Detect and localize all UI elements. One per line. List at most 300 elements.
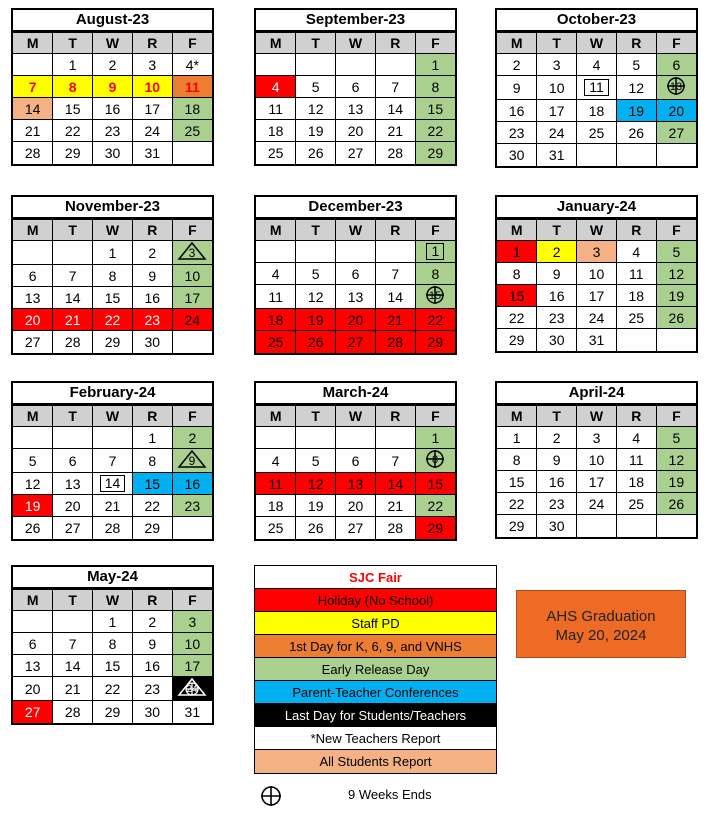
weekday-header: R [375, 33, 415, 54]
day-cell [616, 144, 656, 166]
day-cell: 9 [132, 633, 172, 655]
day-cell: 2 [132, 611, 172, 633]
weekday-header: M [497, 220, 537, 241]
legend-new-teachers: *New Teachers Report [255, 727, 496, 750]
weekday-header: W [93, 406, 133, 427]
day-cell: 26 [296, 331, 336, 353]
weekday-header: T [296, 220, 336, 241]
day-cell: 3 [537, 54, 577, 76]
day-cell: 25 [616, 493, 656, 515]
calendar-september-23 [254, 8, 457, 166]
day-cell: 17 [172, 655, 212, 677]
day-cell: 20 [656, 100, 696, 122]
day-cell: 8 [93, 265, 133, 287]
day-cell [616, 329, 656, 351]
day-cell: 12 [296, 285, 336, 309]
day-cell: 12 [296, 473, 336, 495]
day-cell: 13 [336, 285, 376, 309]
day-cell: 10 [537, 76, 577, 100]
month-title: August-23 [13, 10, 212, 32]
day-cell: 29 [497, 329, 537, 351]
day-cell: 29 [132, 517, 172, 539]
day-cell: 13 [336, 473, 376, 495]
day-cell [256, 427, 296, 449]
day-cell: 10 [132, 76, 172, 98]
weekday-header: T [53, 33, 93, 54]
day-cell: 17 [172, 287, 212, 309]
day-cell: 5 [616, 54, 656, 76]
day-cell: 27 [336, 517, 376, 539]
day-cell: 30 [132, 331, 172, 353]
day-cell: 19 [13, 495, 53, 517]
day-cell: 24 [132, 120, 172, 142]
day-cell: 3 [172, 611, 212, 633]
day-cell: 22 [53, 120, 93, 142]
month-grid [13, 219, 212, 353]
day-cell: 16 [93, 98, 133, 120]
day-cell: 7 [375, 263, 415, 285]
weekday-header: F [656, 406, 696, 427]
day-cell: 24 [172, 309, 212, 331]
day-cell: 21 [375, 495, 415, 517]
day-cell: 31 [132, 142, 172, 164]
month-title: September-23 [256, 10, 455, 32]
day-cell: 11 [616, 449, 656, 471]
day-cell: 25 [172, 120, 212, 142]
day-cell [53, 427, 93, 449]
day-cell: 15 [53, 98, 93, 120]
day-cell: 21 [93, 495, 133, 517]
day-cell: 21 [375, 309, 415, 331]
graduation-box [516, 590, 686, 658]
month-grid [256, 32, 455, 164]
weekday-header: T [296, 33, 336, 54]
legend-early-release: Early Release Day [255, 658, 496, 681]
day-cell: 30 [497, 144, 537, 166]
day-cell: 16 [132, 287, 172, 309]
weekday-header: T [53, 220, 93, 241]
day-cell: 20 [336, 495, 376, 517]
weekday-header: W [577, 220, 617, 241]
weekday-header: R [616, 33, 656, 54]
weekday-header: W [577, 33, 617, 54]
day-cell [256, 241, 296, 263]
legend-holiday: Holiday (No School) [255, 589, 496, 612]
day-cell: 6 [53, 449, 93, 473]
weekday-header: R [375, 220, 415, 241]
day-cell: 29 [497, 515, 537, 537]
day-cell: 13 [53, 473, 93, 495]
day-cell [53, 241, 93, 265]
month-title: November-23 [13, 197, 212, 219]
day-cell: 6 [656, 54, 696, 76]
day-cell [375, 54, 415, 76]
day-cell: 11 [256, 285, 296, 309]
calendar-august-23 [11, 8, 214, 166]
weekday-header: F [656, 220, 696, 241]
month-grid [13, 32, 212, 164]
day-cell: 20 [336, 309, 376, 331]
day-cell: 2 [93, 54, 133, 76]
legend-last-day: Last Day for Students/Teachers [255, 704, 496, 727]
svg-text:9: 9 [189, 454, 196, 468]
weekday-header: W [336, 33, 376, 54]
day-cell [336, 427, 376, 449]
weekday-header: W [93, 590, 133, 611]
day-cell: 15 [132, 473, 172, 495]
weekday-header: R [616, 406, 656, 427]
day-cell [296, 427, 336, 449]
ptc-box-marker: 11 [584, 79, 609, 96]
day-cell: 19 [616, 100, 656, 122]
day-cell: 13 [336, 98, 376, 120]
day-cell: 7 [53, 633, 93, 655]
day-cell: 4* [172, 54, 212, 76]
day-cell: 30 [537, 329, 577, 351]
day-cell: 26 [656, 307, 696, 329]
day-cell: 31 [537, 144, 577, 166]
day-cell: 5 [296, 76, 336, 98]
weekday-header: M [256, 406, 296, 427]
weekday-header: W [336, 220, 376, 241]
day-cell [336, 54, 376, 76]
day-cell: 1 [53, 54, 93, 76]
month-grid [497, 219, 696, 351]
calendar-february-24 [11, 381, 214, 541]
day-cell: 13 [13, 287, 53, 309]
day-cell: 4 [256, 76, 296, 98]
day-cell: 29 [415, 517, 455, 539]
day-cell: 17 [577, 285, 617, 307]
legend-staff-pd: Staff PD [255, 612, 496, 635]
day-cell: 9 [497, 76, 537, 100]
day-cell: 19 [656, 285, 696, 307]
day-cell [577, 76, 617, 100]
weekday-header: T [53, 406, 93, 427]
day-cell: 20 [336, 120, 376, 142]
day-cell [616, 515, 656, 537]
day-cell: 26 [296, 517, 336, 539]
nine-weeks-icon [424, 285, 446, 308]
month-title: March-24 [256, 383, 455, 405]
day-cell [172, 142, 212, 164]
day-cell: 28 [13, 142, 53, 164]
weekday-header: M [256, 220, 296, 241]
day-cell: 14 [375, 473, 415, 495]
day-cell: 30 [537, 515, 577, 537]
day-cell: 29 [53, 142, 93, 164]
day-cell [13, 54, 53, 76]
day-cell [375, 241, 415, 263]
day-cell [93, 427, 133, 449]
day-cell: 27 [13, 701, 53, 723]
day-cell [656, 329, 696, 351]
month-grid [13, 589, 212, 723]
graduation-date: May 20, 2024 [555, 627, 647, 644]
day-cell: 20 [53, 495, 93, 517]
weekday-header: F [415, 33, 455, 54]
day-cell [336, 241, 376, 263]
month-title: April-24 [497, 383, 696, 405]
day-cell: 19 [296, 120, 336, 142]
day-cell [172, 449, 212, 473]
day-cell: 21 [13, 120, 53, 142]
weekday-header: T [537, 220, 577, 241]
svg-text:13: 13 [670, 81, 683, 93]
day-cell: 8 [53, 76, 93, 98]
day-cell: 12 [13, 473, 53, 495]
weekday-header: F [172, 220, 212, 241]
day-cell: 16 [537, 471, 577, 493]
day-cell: 29 [93, 701, 133, 723]
day-cell: 6 [13, 633, 53, 655]
weekday-header: W [336, 406, 376, 427]
day-cell: 28 [375, 517, 415, 539]
box-marker: 14 [100, 475, 126, 492]
day-cell: 3 [577, 427, 617, 449]
day-cell: 16 [172, 473, 212, 495]
day-cell [577, 515, 617, 537]
day-cell: 17 [537, 100, 577, 122]
day-cell: 15 [497, 285, 537, 307]
day-cell: 23 [172, 495, 212, 517]
day-cell: 26 [656, 493, 696, 515]
weekday-header: M [497, 406, 537, 427]
day-cell: 2 [132, 241, 172, 265]
day-cell: 25 [256, 331, 296, 353]
day-cell: 10 [577, 449, 617, 471]
day-cell: 25 [256, 517, 296, 539]
day-cell: 13 [13, 655, 53, 677]
day-cell: 15 [415, 98, 455, 120]
day-cell: 21 [375, 120, 415, 142]
day-cell: 5 [296, 263, 336, 285]
day-cell: 23 [93, 120, 133, 142]
month-title: October-23 [497, 10, 696, 32]
month-grid [256, 219, 455, 353]
calendar-november-23 [11, 195, 214, 355]
day-cell: 25 [577, 122, 617, 144]
day-cell [375, 427, 415, 449]
day-cell: 19 [296, 495, 336, 517]
legend-ptc: Parent-Teacher Conferences [255, 681, 496, 704]
weekday-header: R [132, 220, 172, 241]
day-cell: 18 [256, 309, 296, 331]
day-cell [656, 76, 696, 100]
day-cell: 1 [415, 427, 455, 449]
day-cell: 7 [375, 449, 415, 473]
weekday-header: W [577, 406, 617, 427]
day-cell: 12 [616, 76, 656, 100]
day-cell: 11 [256, 473, 296, 495]
day-cell [296, 241, 336, 263]
svg-text:24: 24 [186, 684, 198, 695]
day-cell: 10 [172, 633, 212, 655]
triangle-marker-icon [177, 449, 207, 472]
month-grid [13, 405, 212, 539]
day-cell: 18 [172, 98, 212, 120]
day-cell: 4 [616, 241, 656, 263]
day-cell: 4 [616, 427, 656, 449]
month-title: December-23 [256, 197, 455, 219]
legend-sjc-fair: SJC Fair [255, 566, 496, 589]
weekday-header: F [656, 33, 696, 54]
weekday-header: F [172, 590, 212, 611]
weekday-header: T [53, 590, 93, 611]
weekday-header: T [537, 406, 577, 427]
day-cell: 9 [93, 76, 133, 98]
day-cell: 22 [497, 493, 537, 515]
legend-all-students: All Students Report [255, 750, 496, 773]
month-title: May-24 [13, 567, 212, 589]
day-cell: 29 [415, 331, 455, 353]
day-cell: 29 [415, 142, 455, 164]
day-cell: 6 [336, 76, 376, 98]
day-cell: 5 [656, 241, 696, 263]
day-cell: 23 [132, 677, 172, 701]
day-cell: 12 [656, 449, 696, 471]
day-cell: 15 [415, 473, 455, 495]
day-cell: 5 [656, 427, 696, 449]
day-cell: 28 [93, 517, 133, 539]
day-cell: 27 [53, 517, 93, 539]
day-cell [415, 285, 455, 309]
day-cell: 23 [537, 307, 577, 329]
weekday-header: R [132, 406, 172, 427]
day-cell: 5 [296, 449, 336, 473]
day-cell: 22 [415, 120, 455, 142]
day-cell [172, 331, 212, 353]
day-cell: 19 [296, 309, 336, 331]
weekday-header: W [93, 220, 133, 241]
month-grid [256, 405, 455, 539]
weekday-header: R [616, 220, 656, 241]
calendar-march-24 [254, 381, 457, 541]
day-cell: 22 [93, 309, 133, 331]
day-cell [577, 144, 617, 166]
nine-weeks-icon [424, 449, 446, 472]
day-cell: 31 [577, 329, 617, 351]
day-cell: 14 [53, 655, 93, 677]
weekday-header: T [296, 406, 336, 427]
day-cell: 27 [336, 331, 376, 353]
day-cell: 1 [497, 241, 537, 263]
nine-weeks-icon [258, 785, 284, 812]
weekday-header: F [415, 406, 455, 427]
day-cell: 2 [172, 427, 212, 449]
nine-weeks-triangle-icon [177, 677, 207, 700]
day-cell: 28 [375, 331, 415, 353]
day-cell: 30 [132, 701, 172, 723]
weekday-header: F [172, 33, 212, 54]
weekday-header: F [415, 220, 455, 241]
day-cell: 23 [537, 493, 577, 515]
month-title: January-24 [497, 197, 696, 219]
month-title: February-24 [13, 383, 212, 405]
day-cell: 4 [256, 263, 296, 285]
day-cell: 17 [577, 471, 617, 493]
day-cell: 17 [132, 98, 172, 120]
day-cell [93, 473, 133, 495]
month-grid [497, 405, 696, 537]
weekday-header: R [132, 33, 172, 54]
day-cell: 16 [132, 655, 172, 677]
day-cell: 1 [93, 611, 133, 633]
day-cell: 1 [497, 427, 537, 449]
day-cell [256, 54, 296, 76]
day-cell: 14 [53, 287, 93, 309]
svg-text:8: 8 [432, 454, 439, 466]
day-cell: 5 [13, 449, 53, 473]
calendar-may-24 [11, 565, 214, 725]
day-cell: 6 [13, 265, 53, 287]
day-cell: 4 [256, 449, 296, 473]
day-cell: 20 [13, 309, 53, 331]
day-cell [13, 241, 53, 265]
day-cell [13, 611, 53, 633]
day-cell: 7 [13, 76, 53, 98]
day-cell: 18 [577, 100, 617, 122]
calendar-april-24 [495, 381, 698, 539]
day-cell: 25 [256, 142, 296, 164]
triangle-marker-icon [177, 241, 207, 264]
weekday-header: M [13, 33, 53, 54]
day-cell: 18 [616, 285, 656, 307]
weekday-header: R [375, 406, 415, 427]
day-cell: 21 [53, 309, 93, 331]
day-cell: 24 [537, 122, 577, 144]
day-cell [656, 515, 696, 537]
day-cell: 2 [537, 427, 577, 449]
day-cell: 24 [577, 307, 617, 329]
day-cell: 16 [497, 100, 537, 122]
day-cell: 25 [616, 307, 656, 329]
day-cell [415, 241, 455, 263]
calendar-january-24 [495, 195, 698, 353]
weekday-header: M [13, 406, 53, 427]
day-cell: 14 [375, 98, 415, 120]
day-cell: 18 [616, 471, 656, 493]
calendar-december-23 [254, 195, 457, 355]
day-cell: 9 [132, 265, 172, 287]
day-cell: 6 [336, 449, 376, 473]
day-cell: 20 [13, 677, 53, 701]
day-cell: 23 [497, 122, 537, 144]
weekday-header: F [172, 406, 212, 427]
day-cell: 9 [537, 263, 577, 285]
day-cell: 24 [577, 493, 617, 515]
weekday-header: M [497, 33, 537, 54]
day-cell: 1 [132, 427, 172, 449]
day-cell: 22 [93, 677, 133, 701]
weekday-header: M [13, 590, 53, 611]
day-cell: 15 [93, 287, 133, 309]
day-cell: 21 [53, 677, 93, 701]
svg-text:3: 3 [189, 246, 196, 260]
legend-first-day: 1st Day for K, 6, 9, and VNHS [255, 635, 496, 658]
day-cell: 8 [415, 76, 455, 98]
day-cell [656, 144, 696, 166]
legend [254, 565, 497, 774]
day-cell [172, 517, 212, 539]
day-cell: 8 [497, 449, 537, 471]
day-cell: 2 [497, 54, 537, 76]
day-cell: 6 [336, 263, 376, 285]
day-cell: 8 [132, 449, 172, 473]
day-cell: 22 [415, 495, 455, 517]
day-cell: 8 [93, 633, 133, 655]
day-cell: 28 [53, 331, 93, 353]
